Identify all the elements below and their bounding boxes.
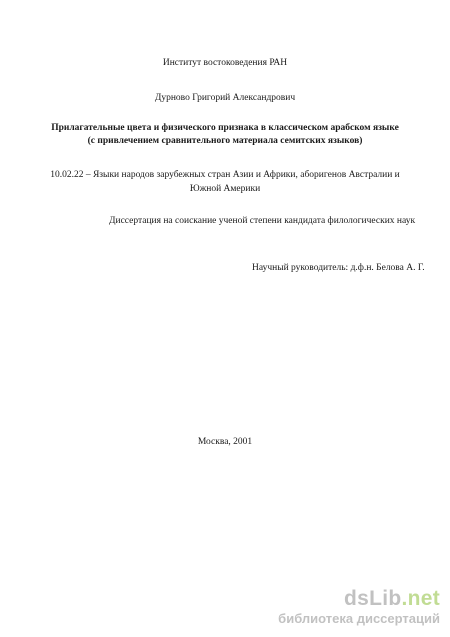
logo-lib-text: Lib xyxy=(369,587,402,610)
dissertation-title-line-1: Прилагательные цвета и физического признака в классическом арабском языке xyxy=(51,123,399,133)
degree-statement: Диссертация на соискание ученой степени кандидата филологических наук xyxy=(109,216,416,226)
scientific-advisor: Научный руководитель: д.ф.н. Белова А. Г. xyxy=(252,263,425,273)
author-name: Дурново Григорий Александрович xyxy=(154,93,296,103)
logo-ds-text: ds xyxy=(343,587,370,610)
specialty-line-2: Южной Америки xyxy=(189,184,261,194)
watermark-subtitle: библиотека диссертаций xyxy=(278,611,440,626)
dslib-watermark xyxy=(260,587,440,629)
specialty-line-1: 10.02.22 – Языки народов зарубежных стран Азии и Африки, аборигенов Австралии и xyxy=(50,170,400,180)
institute-name: Институт востоковедения РАН xyxy=(162,58,288,68)
dslib-logo xyxy=(344,587,440,611)
city-and-year: Москва, 2001 xyxy=(197,437,253,447)
logo-net-text: .net xyxy=(401,587,440,610)
dissertation-title-line-2: (с привлечением сравнительного материала семитских языков) xyxy=(87,136,363,146)
